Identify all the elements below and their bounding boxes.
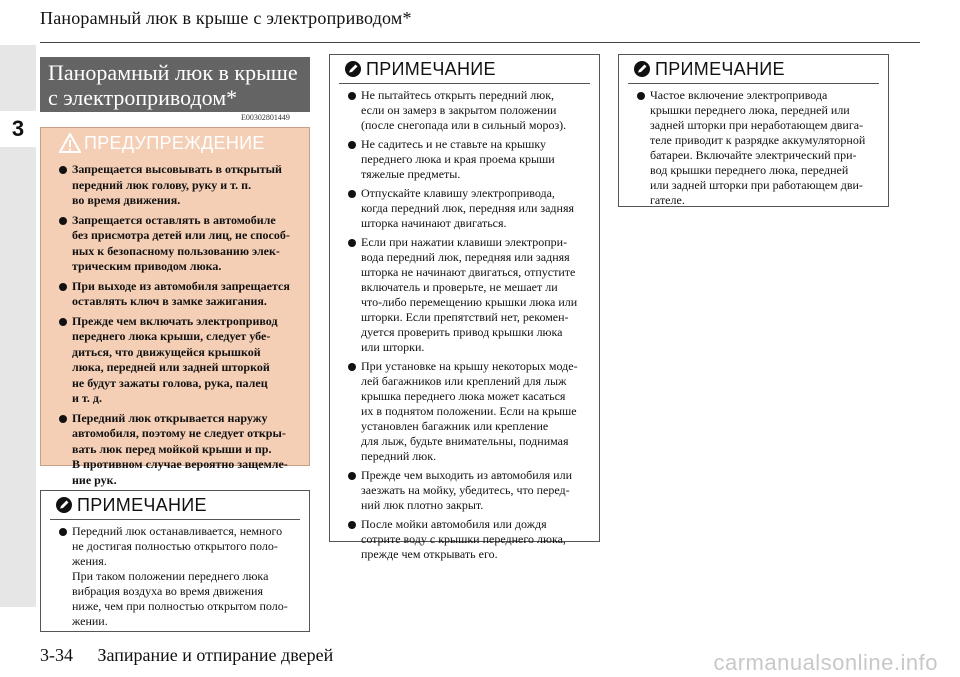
bullet-line: крышка переднего люка может касаться	[361, 389, 566, 403]
bullet-line: жения.	[72, 554, 107, 568]
bullet-line: Не садитесь и не ставьте на крышку	[361, 137, 546, 151]
section-title-line: Панорамный люк в крыше	[48, 60, 298, 85]
warning-triangle-icon	[59, 133, 81, 153]
bullet-line: жении.	[72, 614, 108, 628]
note-list	[41, 520, 309, 629]
bullet-line: Запрещается оставлять в автомобиле	[72, 212, 276, 227]
bullet-item	[59, 524, 303, 629]
section-title	[40, 57, 310, 112]
bullet-item	[637, 88, 882, 208]
bullet-line: При выходе из автомобиля запрещается	[72, 278, 290, 293]
warning-label: ПРЕДУПРЕЖДЕНИЕ	[84, 132, 265, 153]
bullet-line: и т. д.	[72, 391, 102, 405]
bullet-item	[348, 186, 593, 231]
note-label: ПРИМЕЧАНИЕ	[77, 494, 207, 515]
bullet-line: ных к безопасному пользованию элек-	[72, 243, 280, 258]
bullet-line: ний люк плотно закрыт.	[361, 498, 484, 512]
note-box-right	[618, 54, 889, 207]
footer-section-name: Запирание и отпирание дверей	[97, 645, 334, 665]
bullet-line: Если при нажатии клавиши электропри-	[361, 235, 568, 249]
bullet-line: заезжать на мойку, убедитесь, что перед-	[361, 483, 570, 497]
warning-list	[41, 158, 309, 488]
bullet-line: вибрация воздуха во время движения	[72, 584, 263, 598]
bullet-line: передний люк.	[361, 449, 437, 463]
bullet-item	[348, 235, 593, 355]
bullet-line: переднего люка и края проема крыши	[361, 152, 555, 166]
bullet-line: вод крышки переднего люка, передней	[650, 163, 849, 177]
bullet-line: Прежде чем включать электропривод	[72, 313, 278, 328]
note-box-left	[40, 490, 310, 632]
bullet-line: Передний люк останавливается, немного	[72, 524, 283, 538]
bullet-line: не будут зажаты голова, рука, палец	[72, 375, 268, 390]
page-header-title: Панорамный люк в крыше с электроприводом*	[40, 8, 412, 28]
bullet-item	[59, 162, 303, 209]
bullet-item	[59, 314, 303, 407]
bullet-line: их в поднятом положении. Если на крыше	[361, 404, 577, 418]
chapter-tab: 3	[0, 111, 36, 147]
bullet-line: После мойки автомобиля или дождя	[361, 517, 547, 531]
bullet-line: Не пытайтесь открыть передний люк,	[361, 88, 555, 102]
bullet-line: установлен багажник или крепление	[361, 419, 549, 433]
bullet-item	[348, 359, 593, 464]
note-header	[330, 55, 599, 83]
pencil-icon	[633, 60, 651, 78]
bullet-line: шторки. Если препятствий нет, рекомен-	[361, 310, 569, 324]
bullet-line: Запрещается высовывать в открытый	[72, 162, 282, 176]
note-box-middle	[329, 54, 600, 561]
bullet-line: шторка начинают двигаться.	[361, 216, 507, 230]
bullet-line: Передний люк открывается наружу	[72, 410, 268, 425]
bullet-line: люка, передней или задней шторкой	[72, 360, 270, 374]
bullet-line: тяжелые предметы.	[361, 167, 461, 181]
section-title-line: с электроприводом*	[48, 85, 238, 110]
bullet-line: При установке на крышу некоторых моде-	[361, 359, 578, 373]
pencil-icon	[344, 60, 362, 78]
bullet-line: не достигая полностью открытого поло-	[72, 539, 278, 553]
watermark: carmanualsonline.info	[713, 650, 938, 675]
bullet-item	[348, 88, 593, 133]
header-rule	[40, 42, 920, 43]
note-label: ПРИМЕЧАНИЕ	[366, 58, 496, 79]
warning-box	[40, 127, 310, 487]
bullet-line: во время движения.	[72, 193, 181, 207]
bullet-line: В противном случае вероятно защемле-	[72, 457, 288, 471]
bullet-line: вать люк перед мойкой крыши и пр.	[72, 441, 272, 456]
bullet-line: (после снегопада или в сильный мороз).	[361, 118, 567, 132]
document-code: E00302801449	[241, 113, 290, 122]
warning-header	[41, 128, 309, 158]
bullet-item	[59, 411, 303, 489]
bullet-line: Прежде чем выходить из автомобиля или	[361, 468, 573, 482]
bullet-item	[348, 137, 593, 182]
bullet-line: что-либо перемещению крышки люка или	[361, 295, 578, 309]
bullet-item	[348, 468, 593, 513]
note-list	[330, 84, 599, 562]
bullet-line: лей багажников или креплений для лыж	[361, 374, 567, 388]
bullet-line: дуется проверить привод крышки люка	[361, 325, 563, 339]
bullet-line: Отпускайте клавишу электропривода,	[361, 186, 555, 200]
bullet-line: диться, что движущейся крышкой	[72, 344, 261, 359]
bullet-line: шторка не начинают двигаться, отпустите	[361, 265, 576, 279]
note-header	[619, 55, 888, 83]
bullet-item	[59, 213, 303, 275]
bullet-line: ние рук.	[72, 472, 117, 487]
bullet-item	[348, 517, 593, 562]
bullet-line: включатель и проверьте, не мешает ли	[361, 280, 558, 294]
bullet-line: оставлять ключ в замке зажигания.	[72, 294, 267, 308]
bullet-line: гателе.	[650, 193, 685, 207]
pencil-icon	[55, 496, 73, 514]
bullet-line: трическим приводом люка.	[72, 259, 222, 273]
bullet-line: для лыж, будьте внимательны, поднимая	[361, 434, 569, 448]
bullet-line: крышки переднего люка, передней или	[650, 103, 850, 117]
bullet-line: переднего люка крыши, следует убе-	[72, 329, 271, 343]
bullet-line: ниже, чем при полностью открытом поло-	[72, 599, 288, 613]
bullet-line: передний люк голову, руку и т. п.	[72, 177, 252, 192]
bullet-line: батареи. Включайте электрический при-	[650, 148, 857, 162]
bullet-line: Частое включение электропривода	[650, 88, 828, 102]
page-footer	[40, 645, 333, 666]
bullet-line: когда передний люк, передняя или задняя	[361, 201, 574, 215]
bullet-line: или задней шторки при работающем дви-	[650, 178, 863, 192]
note-list	[619, 84, 888, 208]
page-number: 3-34	[40, 645, 73, 665]
bullet-line: сотрите воду с крышки переднего люка,	[361, 532, 566, 546]
bullet-line: прежде чем открывать его.	[361, 547, 498, 561]
note-label: ПРИМЕЧАНИЕ	[655, 58, 785, 79]
bullet-item	[59, 279, 303, 310]
bullet-line: без присмотра детей или лиц, не способ-	[72, 228, 290, 242]
bullet-line: если он замерз в закрытом положении	[361, 103, 557, 117]
bullet-line: задней шторки при неработающем двига-	[650, 118, 864, 132]
bullet-line: автомобиля, поэтому не следует откры-	[72, 426, 286, 440]
bullet-line: или шторки.	[361, 340, 425, 354]
bullet-line: вода передний люк, передняя или задняя	[361, 250, 570, 264]
bullet-line: При таком положении переднего люка	[72, 569, 269, 583]
note-header	[41, 491, 309, 519]
bullet-line: теле приводит к разрядке аккумуляторной	[650, 133, 866, 147]
